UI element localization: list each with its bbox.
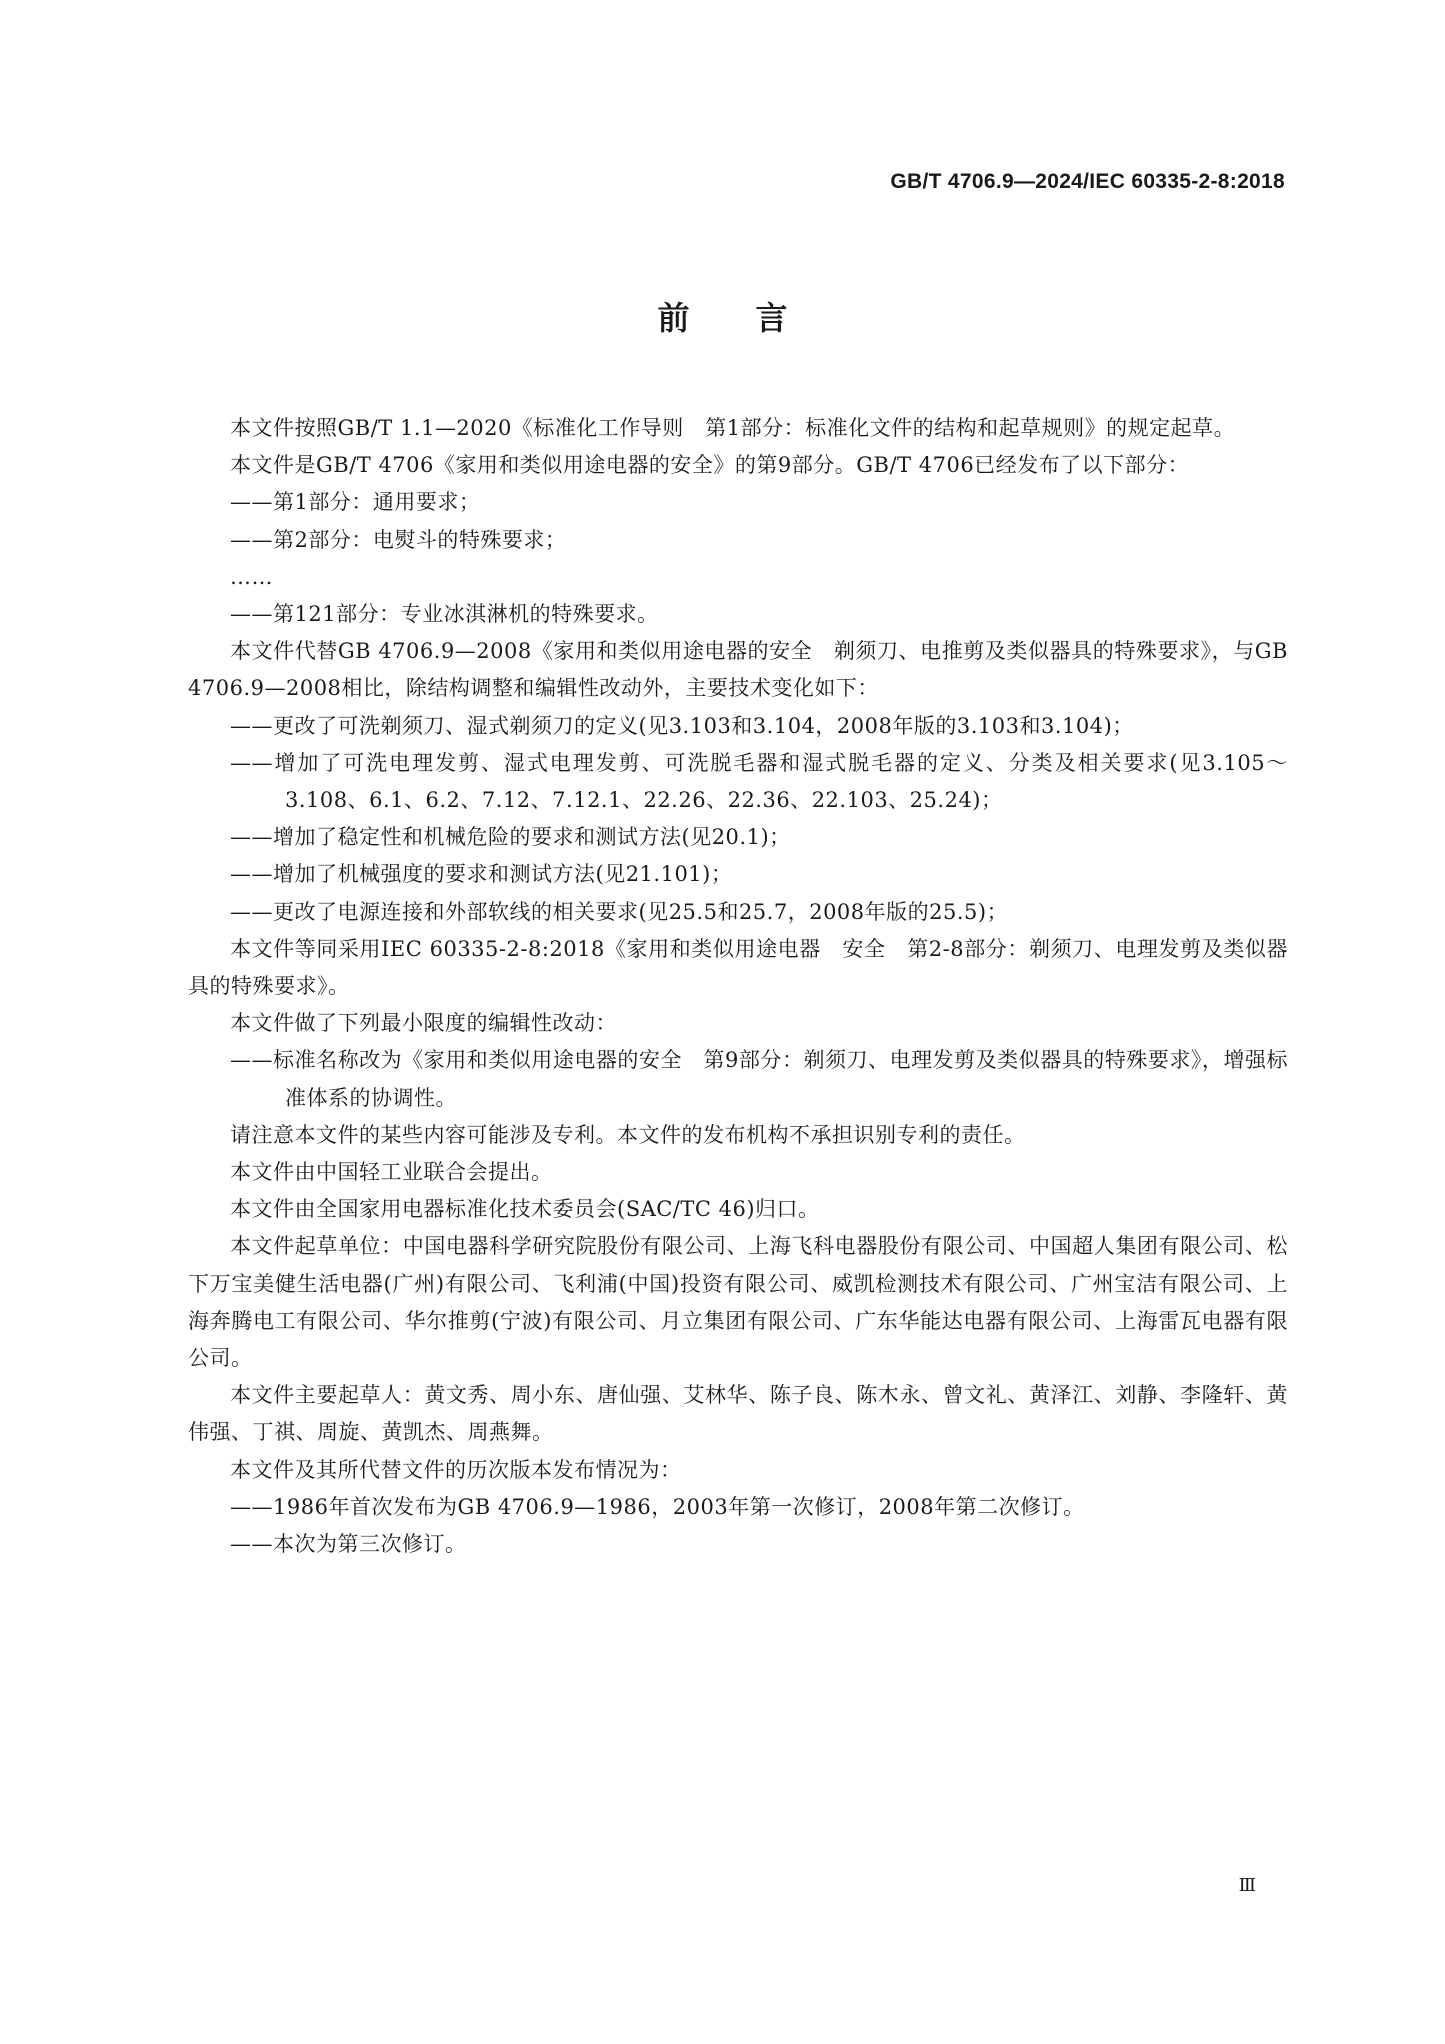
paragraph: 本文件做了下列最小限度的编辑性改动： [230,1011,617,1036]
page-number: Ⅲ [1238,1875,1255,1896]
list-item: ——标准名称改为《家用和类似用途电器的安全 第9部分：剃须刀、电理发剪及类似器具的特殊要求》，增强标准体系的协调性。 [230,1048,1288,1110]
paragraph: 本文件由中国轻工业联合会提出。 [230,1160,553,1185]
list-item: ——第121部分：专业冰淇淋机的特殊要求。 [230,602,659,627]
page-title: 前言 [657,299,854,337]
list-item: ——增加了可洗电理发剪、湿式电理发剪、可洗脱毛器和湿式脱毛器的定义、分类及相关要求(见3.105～3.108、6.1、6.2、7.12、7.12.1、22.26、22.36、22.103、25.24)； [230,750,1288,813]
paragraph: 本文件主要起草人：黄文秀、周小东、唐仙强、艾林华、陈子良、陈木永、曾文礼、黄泽江、刘静、李隆轩、黄伟强、丁祺、周旋、黄凯杰、周燕舞。 [188,1383,1288,1445]
paragraph: 本文件是GB/T 4706《家用和类似用途电器的安全》的第9部分。GB/T 4706已经发布了以下部分： [230,453,1190,478]
paragraph: 本文件由全国家用电器标准化技术委员会(SAC/TC 46)归口。 [230,1197,820,1222]
paragraph: 本文件等同采用IEC 60335-2-8:2018《家用和类似用途电器 安全 第2-8部分：剃须刀、电理发剪及类似器具的特殊要求》。 [188,936,1288,999]
paragraph: 请注意本文件的某些内容可能涉及专利。本文件的发布机构不承担识别专利的责任。 [230,1122,1026,1147]
paragraph: 本文件代替GB 4706.9—2008《家用和类似用途电器的安全 剃须刀、电推剪及类似器具的特殊要求》，与GB 4706.9—2008相比，除结构调整和编辑性改动外，主要技术变化如下： [188,639,1288,701]
list-item: ——更改了电源连接和外部软线的相关要求(见25.5和25.7，2008年版的25.5)； [230,899,1009,924]
paragraph: 本文件及其所代替文件的历次版本发布情况为： [230,1457,682,1482]
list-item: ——更改了可洗剃须刀、湿式剃须刀的定义(见3.103和3.104，2008年版的3.103和3.104)； [230,713,1134,738]
list-item: ——1986年首次发布为GB 4706.9—1986，2003年第一次修订，2008年第二次修订。 [230,1494,1085,1519]
paragraph: 本文件起草单位：中国电器科学研究院股份有限公司、上海飞科电器股份有限公司、中国超人集团有限公司、松下万宝美健生活电器(广州)有限公司、飞利浦(中国)投资有限公司、威凯检测技术有限公司、广州宝洁有限公司、上海奔腾电工有限公司、华尔推剪(宁波)有限公司、月立集团有限公司、广东华能达电器有限公司、上海雷瓦电器有限公司。 [188,1234,1288,1371]
list-item: ——第2部分：电熨斗的特殊要求； [230,527,567,552]
list-item: ——第1部分：通用要求； [230,490,481,515]
list-item: ——本次为第三次修订。 [230,1532,467,1557]
paragraph: …… [230,564,273,589]
list-item: ——增加了机械强度的要求和测试方法(见21.101)； [230,862,733,887]
foreword-body [188,410,1288,1563]
list-item: ——增加了稳定性和机械危险的要求和测试方法(见20.1)； [230,825,791,850]
standard-code-header: GB/T 4706.9—2024/IEC 60335-2-8:2018 [890,170,1285,193]
paragraph: 本文件按照GB/T 1.1—2020《标准化工作导则 第1部分：标准化文件的结构和起草规则》的规定起草。 [230,416,1236,440]
